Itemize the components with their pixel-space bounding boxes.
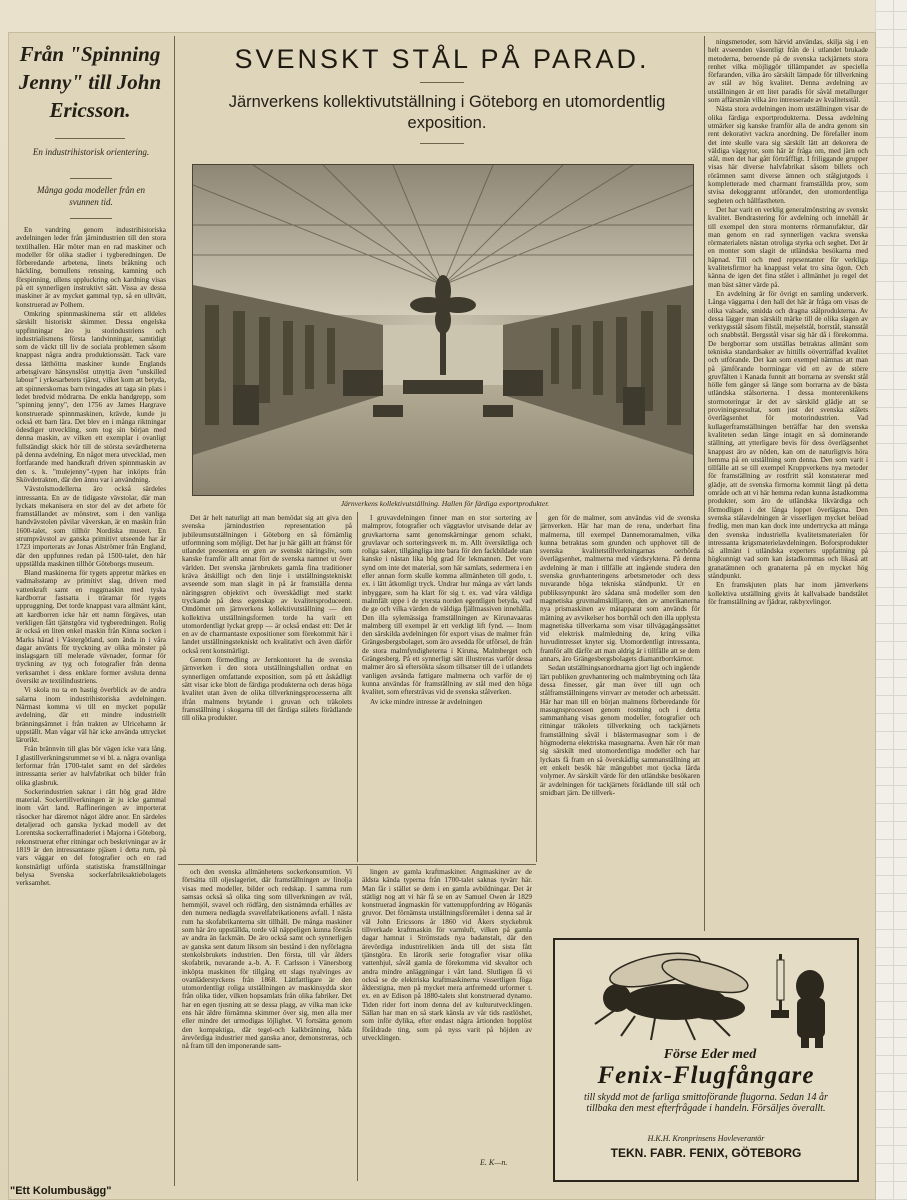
column-rule xyxy=(704,36,705,931)
photo-caption: Järnverkens kollektivutställning. Hallen för färdiga exportprodukter. xyxy=(340,499,550,508)
main-column-1 xyxy=(182,514,352,859)
column-rule xyxy=(536,512,537,862)
paragraph: Nästa stora avdelningen inom utställningen visar de olika färdiga exportprodukterna. Dessa avdelning utmärker sig kanske framför alla de andra genom sin rent dekorativt vackra anordning. De förefaller inom det inte skulle vara sig särskilt lätt att dekorera de väldiga väggytor, som här är fråga om, med järn och stål, men det har gått förträffligt. I friliggande grupper visas här diverse halvfabrikat såsom billets och rörämnen samt diverse ämnen och stålgjutgods i kompletterade med charmant framställda prov, som stvisa dekoggrannt utförandet, den utomordentliga segheten och hållfastheten. xyxy=(708,105,868,205)
paragraph: Från brännvin till glas bör vägen icke vara lång. I glastillverkningsrummet se vi bl. a. några ovanliga lerformar från 1700-talet samt en del särdeles intressanta serier av halvfabrikat och bilder från olika glasbruk. xyxy=(16,745,166,787)
author-signature: E. K—n. xyxy=(480,1158,508,1167)
bottom-fragment-heading: "Ett Kolumbusägg" xyxy=(10,1185,112,1197)
paragraph: Det är helt naturligt att man bemödat sig att giva den svenska järnindustrien representation på jubileumsutställningen i Göteborg en så förnämlig utformning som möjligt. Det har ju här gällt att främst för utlandet presentera en gren av svenskt näringsliv, som kanske framför allt annat fört de svenska namnet ut över världen. Det svenska järnbrukets gamla fina traditioner kräva åtskilligt och den linje i utställningstekniskt avseende som man slagit in på är framställa denna näringsgren objektivt och överskådligt med starkt tryckande på dess egenskap av kvalitetsproduceent. Omdömet om järnverkens kollektivutställning — den kollektiva utställningsformen torde ha varit ett utomordentligt lyckat grepp — är också endast ett: Det är en av de charmantaste expositioner som förekommit här i landet utställningstekniskt och kvalitativt och även därför också rent konstnärligt. xyxy=(182,514,352,655)
paragraph: lingen av gamla kraftmaskiner. Angmaskiner av de äldsta kända typerna från 1700-talet saknas tyvärr här. Man får i stället se dem i en gamla avbildningar. Det är stätligt nog att vi här få se en av Samuel Owen år 1829 konstruerad ångmaskin för vattenuppfordring av Höganäs gruvor. Det förnämsta utställningsföremålet i denna sal är väl John Ericssons år 1860 vid Åkers styckebruk tillverkade kraftmaskin för varmluft, vilken på gamla dagar hamnat i Strömstads nya badanstalt, där den ärevördiga industrirelikien ända till det sista fått tjänstgöra. En lärorik serie fotografier visar olika vattenhjul, såväl gamla de förekomma vid skvaltor och andra mindre anläggningar i vårt land. Slutligen få vi också se de elektriska kraftmaskinerna vissertligen föga ålderstigna, men på mycket mera artfremedd urformer t. ex. en av Edison på 1880-talets slut konstruerad dynamo. Tiden rider fort inom denna del av kulturutvecklingen. Sällan har man en så stark känsla av vår tids rastlöshet, som inför dylika, efter endast några årtionden hopplöst föråldrade ting, som på nyss varit på höjden av utvecklingen. xyxy=(362,868,532,1042)
left-article-body xyxy=(16,226,166,1181)
paragraph: Genom förmedling av Jernkontoret ha de svenska järnverken i den stora utställningshallen ordnat en synnerligen omfattande exposition, som på ett åskådligt sätt visar icke blott de färdiga produkterna och deras höga kvalitet utan även de olika tillverkningsprocesserna allt ifrån malmens brytande i gruvan och träkolets framställning i skogarna till det färdiga stålets förädlande till olika produkter. xyxy=(182,656,352,723)
paragraph: Vävstolsmodellerna äro också särdeles intressanta. En av de tidigaste vävstolar, där man lyckats mekanisera en stor del av det arbete för framställandet av mönstret, som i den vanliga handvävstolen påvilar väverskan, är en maskin från 1600-talet, som tillhör Nordiska museet. En strumpvävstol av ganska primitivt utseende har år 1723 importerats av Jonas Alströmer från England, där den uppfunnes redan på 1500-talet, den här uppställda maskinen tillhör Göteborgs museum. xyxy=(16,485,166,568)
paragraph: I gruvavdelningen finner man en stor sortering av malmprov, fotografier och väggtavlor utvisande delar av gruvkartorna samt genomskärningar genom schakt, gruvlavar och sorteringsverk m. m. Allt översiktliga och roliga saker, tillgängliga inte bara för den fackbildade utan kanske i nästan lika hög grad för lekmannen. Det vore synd om inte det material, som här samlats, sedermera i en eller annan form skulle komma allmänheten till godo, t. ex. i lätt åtkomligt tryck. Undrar hur många av vårt lands inbyggare, som ha klart för sig t. ex. vad våra väldiga malmfält uppe i de ytersta norden egentligen betyda, vad de ge och vilka värden de väldiga fjällmassiven innehålla. Den illa sylemässiga framställningen av Kirunavaaras malmberg till exempel är ett verkligt lift fynd. — Inom den särskilda avdelningen för export visas de malmer från Grängesbergsbolaget, som äro avsedda för utförsel, de från de stora malmfyndigheterna i Kiruna, Malmberget och Grängesberg. På ett synnerligt sätt illustreras varför dessa malmer äro så eftersökta såsom tillsatser till de i utlandets vanligen avsända fattigare malmerna och varför de ej kunna användas för framställning av stål med den höga kvalitet, som eftersträvas vid de svenska stålverken. xyxy=(362,514,532,697)
left-article-title: Från "Spinning Jenny" till John Ericsson. xyxy=(18,42,162,122)
paragraph: Sedan utställningsanordnarna gjort ligt och ingående lärt publiken gruvhantering och malmbrytning och låta dessa finesser, går man över till ugn och stålframställningens virrvarr av metoder och arbetssätt. Här har man till en början malmens förberedande för masugnsprocessen genom rostning och i detta sammanhang visas genom modeller, fotografier och ritningar träkolets tillverkning och tackjärnets framställning såväl i blästermasugnar som i de högmoderna elektriska masugnarna. Även här rör man sig särskilt med utomordentliga modeller och har lyckats få fram en så överskådlig sammanställning att ett enkelt besök här mängubbet mot tjocka lärda volymer. Av särskilt värde för den utländske besökaren är avdelningen för tackjärnets förädlande till stål och smidbart järn. De tillverk- xyxy=(540,664,700,797)
ad-royal-warrant: H.K.H. Kronprinsens Hovleverantör xyxy=(647,1134,765,1143)
paragraph: och den svenska allmänhetens sockerkonsumtion. Vi förtsätta till oljeslageriet, där framställningen av linolja visas med modeller, bilder och redskap. I samma rum samsas också så olika ting som tillverkningen av tvål, hemmjöl, svavel och rödfärg, den sistnämnda erhålles av den numera nedlagda svavelfabrikationens avfall. I nästa rum ha skofabrikanterna sitt tillhåll. De många maskiner som här äro uppställda, torde väl näppeligen kunna förstås av andra än fackmän. De äro också samt och synnerligen av ganska sent datum liksom sin bestånd i den nyförlagna stenkolsbrukets industrien. Den första, till vår ålders skofabrik, nuvarande a.-b. A. F. Carlsson i Vänersborg inköpta maskinen för tillgång ett slags nyalvinges av ovanläderstyckens från 1868. Lättfattligare är den utomordentligt roliga utställningen av maskinsydda skor från olika tider, vilken hopsamlats från olika fabriker. Det har en egen tjusning att se dessa plagg, av vilka man icke ens här äldre förnämna skimmer över sig, men alla mer eller mindre det urmodigas löjlighet. Vi fortsätta genom den kompaktiga, där tegel-och kalkbränning, båda ärevördiga industrier med ganska anor, demonstreras, och nå fram till den imponerande sam- xyxy=(182,868,352,1051)
fenix-advertisement xyxy=(553,938,859,1182)
left-article-deck: Många goda modeller från en svunnen tid. xyxy=(37,185,145,207)
ad-description: till skydd mot de farliga smittoförande flugorna. Sedan 14 år tillbaka den mest efterfrågade i handeln. Försäljes överallt. xyxy=(584,1092,828,1114)
ad-brand-name: Fenix-Flugfångare xyxy=(597,1062,815,1089)
paragraph: Omkring spinnmaskinerna står ett alldeles särskilt historiskt skimmer. Dessa engelska uppfinningar äro ju storindustriens och industrialismens första landvinningar, samtidigt som de väckt till liv de sociala problemen såsom knappast några andra produktionssätt. Tack vare dessa lätthöttta maskiner kunde Englands arbetsgivare hänsynslöst utnyttja även "unskilled labour" i yrkesarbetets tjänst, vilket kom att betyda, att spinnerskornas barn tvingades att taga sin plats i ledet bredvid mödrarna. De enkla handgrepp, som "spinning jenny", den 1756 av James Hargrave konstruerade spinnmaskinen, krävde, kunde ju också ett barn lära. Det blev en i många riktningar ödesdiger utveckling, som tog sin början med denna maskin, av vilken ett exemplar i ovanligt fullständigt skick hör till de största sevärdheterna på denna avdelning. En något mera utvecklad, men fortfarande med handkraft driven spinnmaskin av den s. k. "mulejenny"-typen har inköpts från Skövdetrakten, där den ännu var i användning. xyxy=(16,309,166,484)
paragraph: Bland maskinerna för tygets appretur märkes en vadmalsstamp av primitivt slag, driven med vattenkraft samt en ruggmaskin med tyska kardborrar fastsatta i träramar för tygets uppruggning. Det torde knappast vara allmänt känt, att kardborren icke här ett namn förgäves, utan verkligen fått tjänstgöra vid tygberedningen. Rolig är också en liten enkel maskin från Kinna socken i Marks härad i Västergötland, som ända in i våra dagar använts för tryckning av olika mönster på inslagsgarn till melerade vävnader, formar för tryckning av tyg och fotografier från denna verksamhet i dess enklare former avsluta denna översikt av textilindustriens. xyxy=(16,569,166,686)
graph-paper-margin xyxy=(875,0,907,1200)
lower-column-2 xyxy=(362,868,532,1158)
main-headline: SVENSKT STÅL PÅ PARAD. xyxy=(234,44,650,74)
headline-divider xyxy=(420,82,464,83)
ad-manufacturer: TEKN. FABR. FENIX, GÖTEBORG xyxy=(610,1146,802,1160)
paragraph: Det har varit en verklig generalmönstring av svenskt kvalitet. Bendrastering för avdelning och innehåll är till exempel den stora monterns rörmanufaktur, där man genom en rad synnerligen vackra svenska rörmaterialets nästan otroliga styrka och seghet. Det är en monter som slagit de utländska besökarna med häpnad. Till och med reprsentanter för verkliga kvalitetsfirmor ha knappast velat tro sina ögon. Och känna de igen det fina stålet i allmänhet ju regel det man bäst sätter värde på. xyxy=(708,205,868,289)
left-article-subtitle: En industrihistorisk orientering. xyxy=(32,147,150,157)
lower-column-1 xyxy=(182,868,352,1180)
paragraph: Vi skola nu ta en hastig överblick av de andra salarna inom industrihistoriska avdelningen. Närmast komma vi till en mycket populär avdelning, där ett mindre industriellt bränningsämnet i från trakten av Ulricehamn är uppställt. Man vågar väl här icke använda uttrycket lärorikt. xyxy=(16,686,166,745)
section-rule xyxy=(178,864,536,865)
column-rule xyxy=(174,36,175,1186)
subheadline-divider xyxy=(420,143,464,144)
paragraph: En avdelning är för övrigt en samling underverk. Långa väggarna i den hall det här är fråga om visas de olika valsade, smidda och dragna stålprodukterna. Av dessa lägger man särskilt märke till de olika slagen av verktygsstål såsom filstål, mejselstål, borrstål, stansstål och snabbstål. Bergsstål visar sig här då i förekomma. De bergborrar som utställas betraktas allmänt som tekniska standardsaker av hittills oöverträffad kvalitet och utförande. Det kan som exempel nämnas att man på jämförande borrningar vid ett av de större gruvfälten i Kanada funnit att borrarna av svenskt stål hölle fem gånger så länge som borrarna av de bästa utländska stålsorterna. I dessa monterenkikens stormoteringar är det av särskild glädje att se proviningsresultat, som just det svenska stålets överlägsenhet för motorindustrien. Vad kullagerframställningen beträffar har den svenska kvaliteten sedan länge intagit en så dominerande ställning, att ytterligare bevis för dess överlägsenhet knappast äro av nöden, kan om de naturligtvis höra hemma på en utställning som denna. Den som varit i tillfälle att se till exempel Kruppverkens nya metoder för framställning av rostfritt stål konstaterar med glädje, att de svenska firmorna kommit långt på detta område och att vi här hemma redan kunna åstadkomma produkter, som äro de utländska likvärdiga och förmodligen i det långa loppet överlägsna. Den svenska stålavdelningen är visserligen mycket belöad fredlig, men man kan dock inte undertrycka att många den svenska industriella kvalitetsmaterialen för intressanta krigsmaterielavdelningen. Boforsprodukter så allmänt i utländska experters uppfattning på högkunnigt vad som kan åstadkommas och likaså att granatämnen och granaterna på en mycket hög ståndpunkt. xyxy=(708,289,868,580)
title-divider xyxy=(55,138,125,139)
paragraph: En framskjuten plats har inom järnverkens kollektiva utställning givits åt kallvalsade bandstålet för framställning av fjädrar, rakbyxvlingor. xyxy=(708,581,868,606)
main-column-4 xyxy=(708,38,868,933)
exhibition-hall-photo xyxy=(192,164,694,496)
column-rule xyxy=(357,512,358,862)
main-column-3 xyxy=(540,514,700,934)
paragraph: Sockerindustrien saknar i rätt hög grad äldre material. Sockertillverkningen är ju icke gammal inom vårt land. Raffineringen av importerat råsocker har däremot något äldre anor. En särdeles detaljerad och ganska lyckad modell av det Lorentska sockerraffinaderiet i Majorna i Göteborg, rekonstruerat efter ritningar och beskrivningar av år 1819 är den intressantaste pjäsen i detta rum, på vars väggar en del fotografier och en rad konstnärligt utförda statistiska framställningar belysa Svenska sockerfabriksaktiebolagets verksamhet. xyxy=(16,787,166,888)
deck-divider xyxy=(70,218,112,219)
paragraph: Av icke mindre intresse är avdelningen xyxy=(370,697,483,706)
subtitle-divider xyxy=(70,178,112,179)
column-rule xyxy=(357,866,358,1181)
main-subheadline: Järnverkens kollektivutställning i Göteborg en utomordentlig exposition. xyxy=(228,93,666,132)
paragraph: ningsmetoder, som härvid användas, skilja sig i en helt avseenden väsentligt från de i utlandet brukade metoderna, beroende på de svenska tackjärnets stora renhet vilka möjliggör tillämpandet av speciella förfaranden, vilka äro särskilt lämpade för tillverkning av stål av hög kvalitet. Denna avdelning av utställningen är ett litet paradis för såväl metallurger som affärsmän vilka äro intresserade av kvalitetsstål. xyxy=(708,38,868,105)
paragraph: gen för de malmer, som användas vid de svenska järnverken. Här har man de rena, underbart fina malmerna, till exempel Dannemoramalmen, vilka kunna betraktas som grunden och upphovet till de svenska kvalitetstillverkningarnas oerhörda överlägsenhet, malmerna med värdsryktena. På denna avdelning är man i tillfälle att ingående studera den svenska gruvhanteringens arbetsmetoder och dess nuvarande höga tekniska ståndpunkt. Ur en publikssynpunkt äro sådana små modeller som den magnetiska gruvmalmskilljaren, den av amerikanerna nya prismaskinen av mätapparat som används för mätning av avvikelser hos borrhål och den illa upplysta magnetiska tillverkarna som visar tillvägagångssättet vid elektrisk malmledning de, kring vilka huvudintresset knyter sig. Utomordentligt intressanta, framför allt därför att man aldrig är i tillfälle att se dem annars, äro Grängesbergsbolagets diamantborrkärnor. xyxy=(540,514,700,664)
ad-intro: Förse Eder med xyxy=(663,1047,757,1062)
hall-illustration xyxy=(193,165,693,495)
fly-illustration xyxy=(555,940,853,1050)
paragraph: En vandring genom industrihistoriska avdelningen leder från järnindustrien till den stora textilhallen. Här möter man en rad maskiner och modeller för olika stadier i tygberedningen. De förberedande arbetena, linets bråkning och häckling, bomullens rensning, kamning och förspinning, ullens uppluckring och kardning visas på ett synnerligen instruktivt sätt. Vissa av dessa maskiner är av mycket gammal typ, så en ulltvätt, konstruerad av Polhem. xyxy=(16,226,166,309)
main-column-2 xyxy=(362,514,532,859)
